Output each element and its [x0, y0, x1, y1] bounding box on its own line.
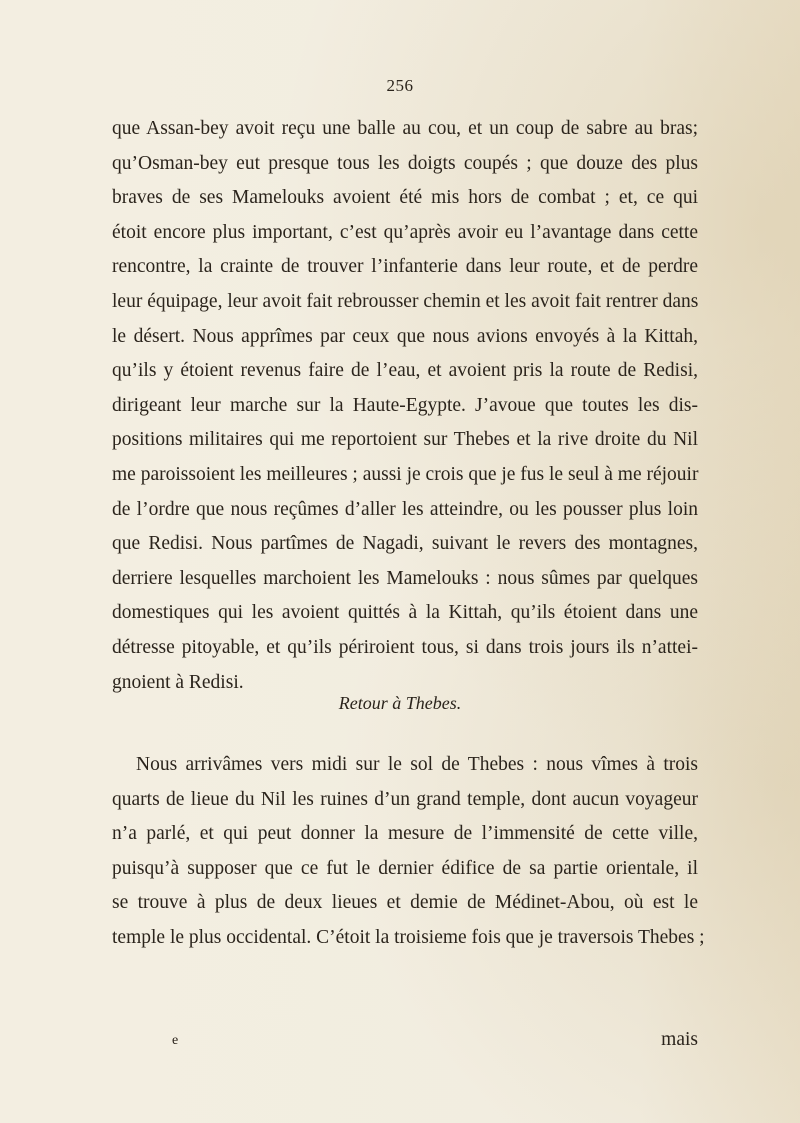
text-line: temple le plus occidental. C’étoit la troisieme fois que je traversois Thebes ;	[112, 926, 705, 948]
text-line: que Assan-bey avoit reçu une balle au cou, et un coup de sabre au bras;	[112, 118, 698, 139]
section-heading: Retour à Thebes.	[338, 693, 462, 713]
text-line: le désert. Nous apprîmes par ceux que nous avions envoyés à la Kittah,	[112, 325, 698, 347]
text-line: dirigeant leur marche sur la Haute-Egypte. J’avoue que toutes les dis-	[112, 394, 698, 416]
text-line: rencontre, la crainte de trouver l’infanterie dans leur route, et de perdre	[112, 256, 698, 278]
text-line: que Redisi. Nous partîmes de Nagadi, suivant le revers des montagnes,	[112, 533, 698, 555]
signature-mark: e	[172, 1033, 179, 1048]
footer-row	[112, 1029, 698, 1059]
text-line: me paroissoient les meilleures ; aussi je crois que je fus le seul à me réjouir	[112, 463, 699, 485]
text-line: étoit encore plus important, c’est qu’après avoir eu l’avantage dans cette	[112, 221, 698, 243]
page-number: 256	[386, 76, 414, 95]
text-line: qu’Osman-bey eut presque tous les doigts coupés ; que douze des plus	[112, 152, 698, 174]
text-line: gnoient à Redisi.	[112, 671, 244, 693]
text-line: leur équipage, leur avoit fait rebrousser chemin et les avoit fait rentrer dans	[112, 290, 699, 312]
text-line: Nous arrivâmes vers midi sur le sol de Thebes : nous vîmes à trois	[136, 754, 698, 775]
text-line: qu’ils y étoient revenus faire de l’eau, et avoient pris la route de Redisi,	[112, 360, 698, 382]
text-line: n’a parlé, et qui peut donner la mesure de l’immensité de cette ville,	[112, 823, 698, 845]
catchword: mais	[661, 1029, 698, 1050]
text-line: détresse pitoyable, et qu’ils périroient tous, si dans trois jours ils n’attei-	[112, 636, 698, 658]
text-line: puisqu’à supposer que ce fut le dernier édifice de sa partie orientale, il	[112, 857, 698, 879]
text-line: se trouve à plus de deux lieues et demie de Médinet-Abou, où est le	[112, 892, 698, 914]
text-line: quarts de lieue du Nil les ruines d’un grand temple, dont aucun voyageur	[112, 788, 698, 810]
paragraph-1	[112, 112, 698, 700]
text-line: derriere lesquelles marchoient les Mamelouks : nous sûmes par quelques	[112, 567, 698, 589]
paragraph-2	[112, 748, 705, 956]
text-line: positions militaires qui me reportoient sur Thebes et la rive droite du Nil	[112, 429, 698, 451]
text-line: braves de ses Mamelouks avoient été mis hors de combat ; et, ce qui	[112, 187, 698, 209]
text-line: domestiques qui les avoient quittés à la Kittah, qu’ils étoient dans une	[112, 602, 698, 624]
text-line: de l’ordre que nous reçûmes d’aller les atteindre, ou les pousser plus loin	[112, 498, 698, 520]
